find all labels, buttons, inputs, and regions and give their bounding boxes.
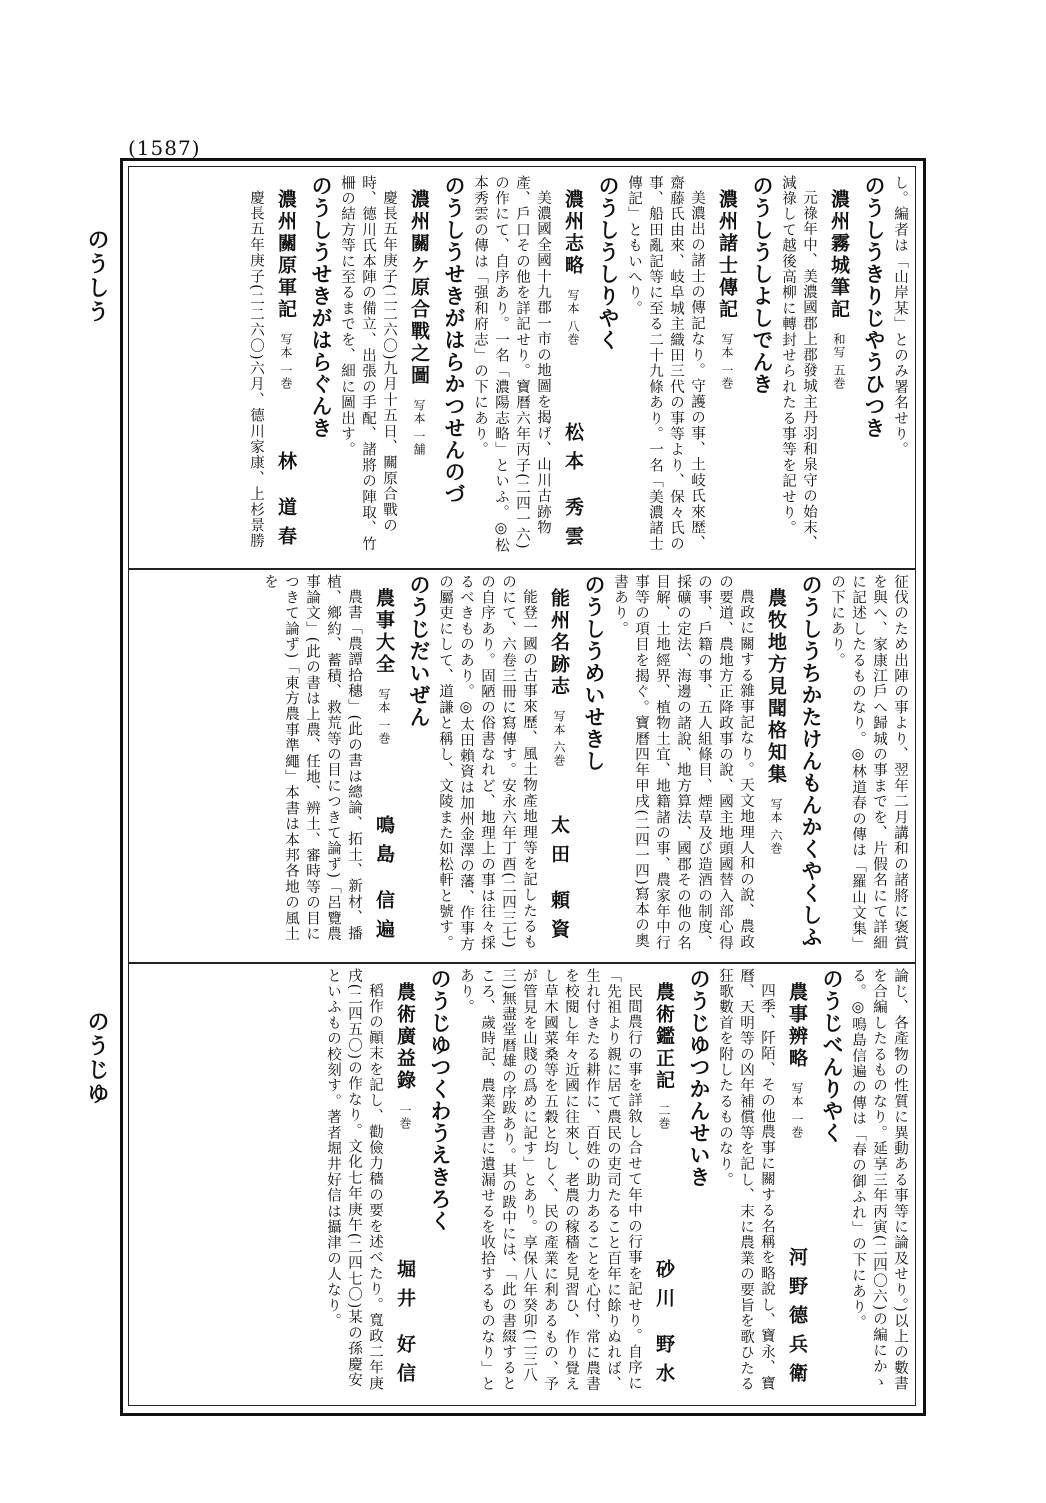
- entry-reading: のうしうきりじやうひつき: [862, 175, 887, 439]
- dictionary-band-3: [140, 968, 910, 1400]
- entry-reading: のうじゆつかんせいき: [687, 968, 712, 1188]
- entry-title-line: [711, 175, 743, 563]
- entry-title-line: [270, 175, 302, 563]
- entry-description: 美濃國全國十九郡一市の地圖を揭げ、山川古跡物產、戶口その他を詳記せり。寶曆六年丙子(二四一六)の作にて、自序あり。一名「濃陽志略」といふ。◎松本秀雲の傳は「强和府志」の下にあり。: [472, 175, 551, 554]
- dictionary-entry: [245, 175, 336, 563]
- dictionary-entry: [609, 574, 826, 956]
- entry-title: 濃州關原軍記: [275, 189, 297, 321]
- entry-volumes: 写本 六巻: [769, 798, 783, 855]
- entry-title-line: [781, 968, 813, 1400]
- entry-description: 慶長五年庚子(二二六〇)九月十五日、關原合戰の時、德川氏本陣の備立、出張の手配、諸將の陣取、竹柵の結方等に至るまでを、細に圖出す。: [339, 175, 397, 552]
- entry-author: 砂川 野水: [653, 1259, 675, 1392]
- dictionary-band-2: [140, 574, 910, 956]
- entry-volumes: 和写 五巻: [832, 333, 846, 390]
- entry-author: [760, 948, 792, 956]
- margin-label-bottom: のうじゆ: [84, 1010, 110, 1106]
- entry-title-line: [389, 968, 421, 1400]
- entry-description: 民間農行の事を詳敘し合せて年中の行事を記せり。自序に「先祖より親に居て農民の吏司たること百年に餘りぬれば、生れ付きたる耕作に、百姓の助力あることを心付、常に農書を校閱し年々近國に往來し、老農の稼穡を見習ひ、作り覺えし草木國菜桑等を五穀と均しく、民の產業に利あるもの、予が管見を山賤の爲めに記す」とあり。享保八年癸卯(二三八三)無盡堂暦雄の序跋あり。其の跋中には、「此の書綴するところ、歲時記、農業全書に遺漏せるを收拾するものなり」とあり。: [458, 968, 642, 1392]
- dictionary-band-1: [140, 175, 910, 563]
- entry-volumes: 一巻: [398, 1104, 412, 1130]
- entry-title: 濃州關ケ原合戰之圖: [408, 189, 430, 387]
- entry-author: [403, 555, 435, 563]
- entry-reading: のうしうめいせきし: [582, 574, 607, 772]
- entry-volumes: 写本 六巻: [552, 710, 566, 767]
- entry-title-line: [403, 175, 435, 563]
- entry-description: 能登一國の古事來歷、風土物產地理等を記したるものにて、六卷三冊に寫傳す。安永六年丁酉(二四三七)の自序あり。固陋の俗書なれど、地理上の事は往々採るべきものあり。◎太田賴資は加州金澤の藩、作事方の屬吏にして、道謙と稱し、文陵また如松軒と號す。: [437, 574, 537, 953]
- entry-reading: のうしうせきがはらかつせんのづ: [442, 175, 467, 505]
- entry-description: 慶長五年庚子(二二六〇)六月、德川家康、上杉景勝: [248, 189, 264, 549]
- entry-author: 松本 秀雲: [562, 422, 584, 555]
- entry-author: 堀井 好信: [394, 1259, 416, 1392]
- entry-volumes: 写本 一舗: [412, 399, 426, 456]
- entry-reading: のうじだいぜん: [407, 574, 432, 728]
- entry-reading: のうじゆつくわうえきろく: [428, 968, 453, 1232]
- margin-label-top: のうしう: [84, 228, 110, 324]
- entry-volumes: 写本 一巻: [377, 688, 391, 745]
- entry-title-line: [648, 968, 680, 1400]
- dictionary-entry: [714, 968, 847, 1400]
- dictionary-entry: [469, 175, 623, 563]
- entry-description: 農書「農譚拾穗」(此の書は總論、拓土、新材、播植、鄉約、蓄積、救荒等の目につきて論ず)「呂覽農事論文」(此の書は上農、任地、辨土、審時等の目につきて論ず)「東方農事準繩」本書は本邦各地の風土を: [262, 574, 362, 942]
- entry-author: [823, 555, 855, 563]
- entry-description: 美濃出の諸士の傳記なり。守護の事、土岐氏來歴、齋藤氏由來、岐阜城主織田三代の事等より、保々氏の事、船田亂記等に至る二十九條あり。一名「美濃諸士傳記」ともいへり。: [626, 175, 705, 552]
- dictionary-entry: [336, 175, 469, 563]
- entry-reading: のうしうちかたけんもんかくやくしふ: [799, 574, 824, 948]
- entry-title: 能州名跡志: [548, 588, 570, 698]
- continuation-text: 論じ、各產物の性質に異動ある事等に論及せり。)以上の數書を合編したるものなり。延享三年丙寅(二四〇六)の編にかゝる。◎鳴島信遍の傳は「春の御ふれ」の下にあり。: [850, 968, 908, 1392]
- entry-title: 農術鑑正記: [653, 982, 675, 1092]
- dictionary-entry: [777, 175, 889, 563]
- entry-title: 農牧地方見聞格知集: [765, 588, 787, 786]
- entry-description: 元祿年中、美濃國郡上郡發城主丹羽和泉守の始末、減祿して越後高柳に轉封せられたる事等を記せり。: [780, 175, 817, 551]
- entry-author: [711, 555, 743, 563]
- entry-author: 太田 頼資: [548, 815, 570, 948]
- entry-volumes: 写本 一巻: [720, 333, 734, 390]
- dictionary-entry: [434, 574, 609, 956]
- entry-author: 河野德兵衛: [786, 1247, 808, 1392]
- entry-title: 農事大全: [373, 588, 395, 676]
- page-number: (1587): [128, 136, 201, 160]
- dictionary-entry: [322, 968, 455, 1400]
- entry-description: 農政に關する雜事記なり。天文地理人和の說、農政の要道、農地方正降政事の說、國主地頭國替入部心得の事、戶籍の事、五人組條目、煙草及び造酒の制度、採礦の定法、海邊の諸說、地方算法、國郡その他の名目解、土地經界、植物土宜、地籍諸の事、農家年中行事等の項目を揭ぐ。寶曆四年甲戌(二四一四)寫本の奧書あり。: [612, 574, 754, 951]
- entry-title: 濃州諸士傳記: [716, 189, 738, 321]
- entry-reading: のうしうしよしでんき: [750, 175, 775, 395]
- entry-author: 鳴島 信遍: [373, 815, 395, 948]
- entry-volumes: 写本 八巻: [566, 289, 580, 346]
- entry-reading: のうじべんりやく: [820, 968, 845, 1144]
- entry-title: 濃州志略: [562, 189, 584, 277]
- entry-title-line: [760, 574, 792, 956]
- entry-title-line: [368, 574, 400, 956]
- band-divider: [128, 962, 916, 964]
- continuation-text: 征伐のため出陣の事より、翌年二月講和の諸將に褒賞を與へ、家康江戶へ歸城の事までを、片假名にて詳細に記述したるものなり。◎林道春の傳は「羅山文集」の下にあり。: [829, 574, 908, 953]
- entry-title: 農術廣益錄: [394, 982, 416, 1092]
- entry-volumes: 写本 一巻: [279, 333, 293, 390]
- entry-volumes: 写本 一巻: [790, 1082, 804, 1139]
- entry-title-line: [543, 574, 575, 956]
- entry-reading: のうしうせきがはらぐんき: [309, 175, 334, 439]
- entry-author: 林 道春: [275, 451, 297, 555]
- entry-description: 四季、阡陌、その他農事に關する名稱を略說し、寶永、寶曆、天明等の凶年補償等を記し、末に農業の要旨を歌ひたる狂歌數首を附したるものなり。: [717, 968, 775, 1392]
- entry-reading: のうしうしりやく: [596, 175, 621, 351]
- continuation-text: し。編者は「山岸某」とのみ署名せり。: [892, 175, 908, 458]
- dictionary-entry: [259, 574, 434, 956]
- entry-title: 農事辨略: [786, 982, 808, 1070]
- dictionary-entry: [455, 968, 714, 1400]
- entry-title: 濃州霧城筆記: [828, 189, 850, 321]
- entry-description: 稻作の顚末を記し、勸儉力穡の要を述べたり。寬政二年庚戌(二四五〇)の作なり。文化七年庚午(二四七〇)某の孫慶安といふもの校刻す。著者堀井好信は攝津の人なり。: [325, 968, 383, 1391]
- entry-title-line: [557, 175, 589, 563]
- band-divider: [128, 568, 916, 570]
- entry-title-line: [823, 175, 855, 563]
- entry-volumes: 二巻: [657, 1104, 671, 1130]
- dictionary-entry: [623, 175, 777, 563]
